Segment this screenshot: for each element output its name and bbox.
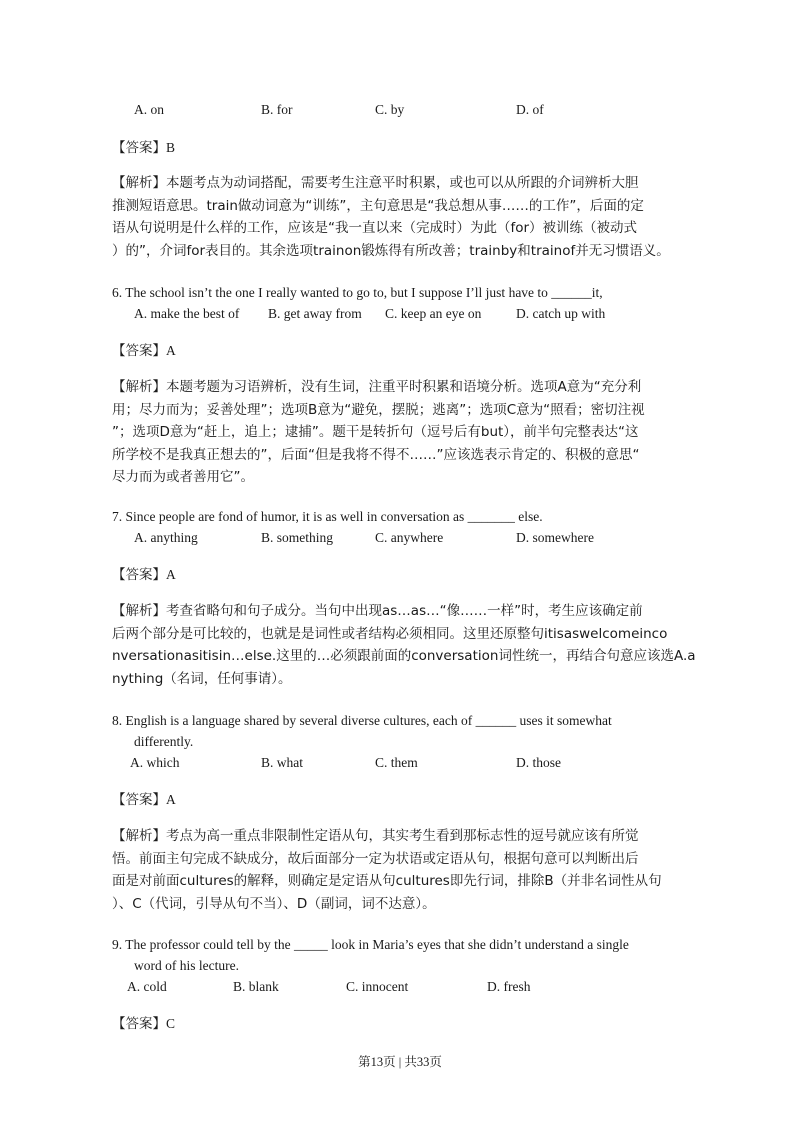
analysis-line: ）的”，介词for表目的。其余选项trainon锻炼得有所改善；trainby和trainof并无习惯语义。	[112, 242, 670, 259]
question-stem: 8. English is a language shared by several diverse cultures, each of ______ uses it somewhat	[112, 713, 612, 728]
option-b: B. for	[261, 102, 293, 117]
question-stem: 6. The school isn’t the one I really wanted to go to, but I suppose I’ll just have to ______it,	[112, 285, 603, 300]
question-stem: 9. The professor could tell by the _____ look in Maria’s eyes that she didn’t understand a single	[112, 937, 629, 952]
analysis-line: 所学校不是我真正想去的”，后面“但是我将不得不……”应该选表示肯定的、积极的意思“	[112, 446, 640, 463]
analysis	[112, 172, 672, 262]
analysis-line: 语从句说明是什么样的工作，应该是“我一直以来（完成时）为此（for）被训练（被动式	[112, 220, 638, 236]
option-a: A. which	[130, 755, 180, 770]
option-a: A. cold	[127, 979, 167, 994]
option-d: D. catch up with	[516, 306, 606, 321]
page-footer: 第13页 | 共33页	[358, 1055, 442, 1069]
option-d: D. of	[516, 102, 544, 117]
analysis-line: 面是对前面cultures的解释，则确定是定语从句cultures即先行词，排除B（并非名词性从句	[112, 873, 662, 889]
question-stem-continued: word of his lecture.	[134, 958, 239, 973]
answer: 【答案】A	[112, 792, 176, 807]
option-d: D. somewhere	[516, 530, 594, 545]
analysis-line: ”；选项D意为“赶上，追上；逮捕”。题干是转折句（逗号后有but），前半句完整表达“这	[112, 424, 639, 440]
option-c: C. keep an eye on	[385, 306, 482, 321]
analysis-line: 【解析】考查省略句和句子成分。当句中出现as…as…“像……一样”时，考生应该确定前	[112, 603, 643, 619]
analysis-line: 【解析】本题考题为习语辨析，没有生词，注重平时积累和语境分析。选项A意为“充分利	[112, 379, 642, 395]
answer: 【答案】B	[112, 140, 176, 155]
analysis-line: ）、C（代词，引导从句不当）、D（副词，词不达意）。	[112, 895, 436, 912]
option-b: B. what	[261, 755, 303, 770]
analysis	[112, 600, 696, 690]
option-a: A. anything	[134, 530, 198, 545]
analysis-line: 后两个部分是可比较的，也就是是词性或者结构必须相同。这里还原整句itisaswelcomeinco	[112, 625, 668, 642]
question-stem: 7. Since people are fond of humor, it is as well in conversation as _______ else.	[112, 509, 543, 524]
analysis-line: 用；尽力而为；妥善处理”；选项B意为“避免，摆脱；逃离”；选项C意为“照看；密切注视	[112, 401, 645, 418]
question-stem-continued: differently.	[134, 734, 194, 749]
answer: 【答案】C	[112, 1016, 176, 1031]
option-a: A. make the best of	[134, 306, 240, 321]
analysis-line: nversationasitisin…else.这里的…必须跟前面的conversation词性统一，再结合句意应该选A.a	[112, 648, 696, 664]
analysis-line: 【解析】本题考点为动词搭配，需要考生注意平时积累，或也可以从所跟的介词辨析大胆	[112, 175, 639, 191]
answer: 【答案】A	[112, 343, 176, 358]
answer: 【答案】A	[112, 567, 176, 582]
option-c: C. innocent	[346, 979, 409, 994]
option-d: D. fresh	[487, 979, 531, 994]
option-a: A. on	[134, 102, 164, 117]
analysis	[112, 376, 672, 489]
analysis-line: 推测短语意思。train做动词意为“训练”，主句意思是“我总想从事……的工作”，后面的定	[112, 197, 644, 214]
analysis-line: 悟。前面主句完成不缺成分，故后面部分一定为状语或定语从句，根据句意可以判断出后	[112, 850, 639, 867]
analysis	[112, 825, 672, 915]
option-c: C. them	[375, 755, 418, 770]
analysis-line: nything（名词，任何事请）。	[112, 670, 292, 687]
analysis-line: 尽力而为或者善用它”。	[112, 469, 254, 485]
analysis-line: 【解析】考点为高一重点非限制性定语从句，其实考生看到那标志性的逗号就应该有所觉	[112, 828, 639, 844]
option-b: B. something	[261, 530, 334, 545]
option-c: C. anywhere	[375, 530, 444, 545]
option-b: B. get away from	[268, 306, 362, 321]
option-c: C. by	[375, 102, 405, 117]
option-d: D. those	[516, 755, 561, 770]
option-b: B. blank	[233, 979, 279, 994]
